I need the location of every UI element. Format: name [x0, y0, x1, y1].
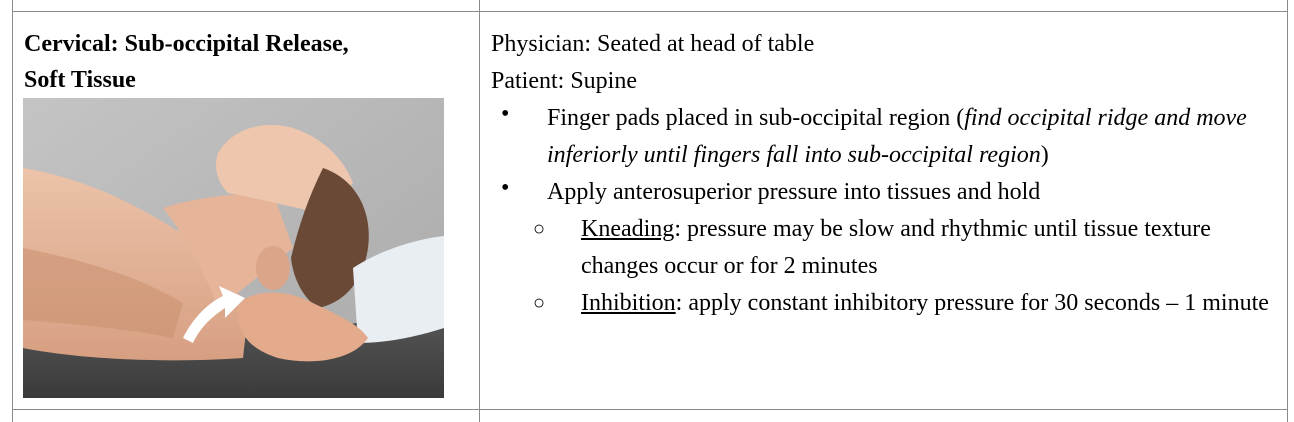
step-1-text-before: Finger pads placed in sub-occipital region ( — [547, 105, 965, 131]
table-border-top — [12, 11, 1288, 12]
list-item — [491, 211, 1291, 285]
technique-description-cell — [491, 26, 1291, 322]
patient-ear — [256, 246, 290, 290]
step-2-text: Apply anterosuperior pressure into tissues and hold — [547, 179, 1041, 205]
circle-bullet-icon: ○ — [533, 292, 546, 314]
list-item — [491, 174, 1291, 211]
bullet-icon: • — [501, 175, 510, 201]
table-border-bottom — [12, 409, 1288, 410]
technique-title-line1: Cervical: Sub-occipital Release, — [24, 31, 349, 57]
physician-position: Physician: Seated at head of table — [491, 31, 815, 57]
technique-table — [12, 0, 1288, 422]
substep-kneading-term: Kneading — [581, 216, 675, 242]
step-1-text-italic: find occipital ridge and move inferiorly until fingers fall into sub-occipital region — [547, 105, 1247, 168]
technique-title-line2: Soft Tissue — [24, 67, 136, 93]
bullet-icon: • — [501, 101, 510, 127]
patient-photo-illustration — [23, 98, 444, 398]
table-column-divider — [479, 0, 480, 422]
list-item — [491, 100, 1291, 174]
technique-name-cell — [24, 26, 464, 98]
step-1-text-after: ) — [1040, 142, 1049, 168]
circle-bullet-icon: ○ — [533, 218, 546, 240]
technique-substeps-list — [491, 211, 1291, 322]
patient-position: Patient: Supine — [491, 68, 637, 94]
substep-inhibition-text: : apply constant inhibitory pressure for 30 seconds – 1 minute — [675, 290, 1269, 316]
substep-kneading-text: : pressure may be slow and rhythmic until tissue texture changes occur or for 2 minutes — [581, 216, 1211, 279]
technique-title — [24, 26, 464, 98]
table-border-left — [12, 0, 13, 422]
substep-inhibition-term: Inhibition — [581, 290, 676, 316]
technique-photo — [23, 98, 444, 398]
technique-steps-list — [491, 100, 1291, 211]
list-item — [491, 285, 1291, 322]
